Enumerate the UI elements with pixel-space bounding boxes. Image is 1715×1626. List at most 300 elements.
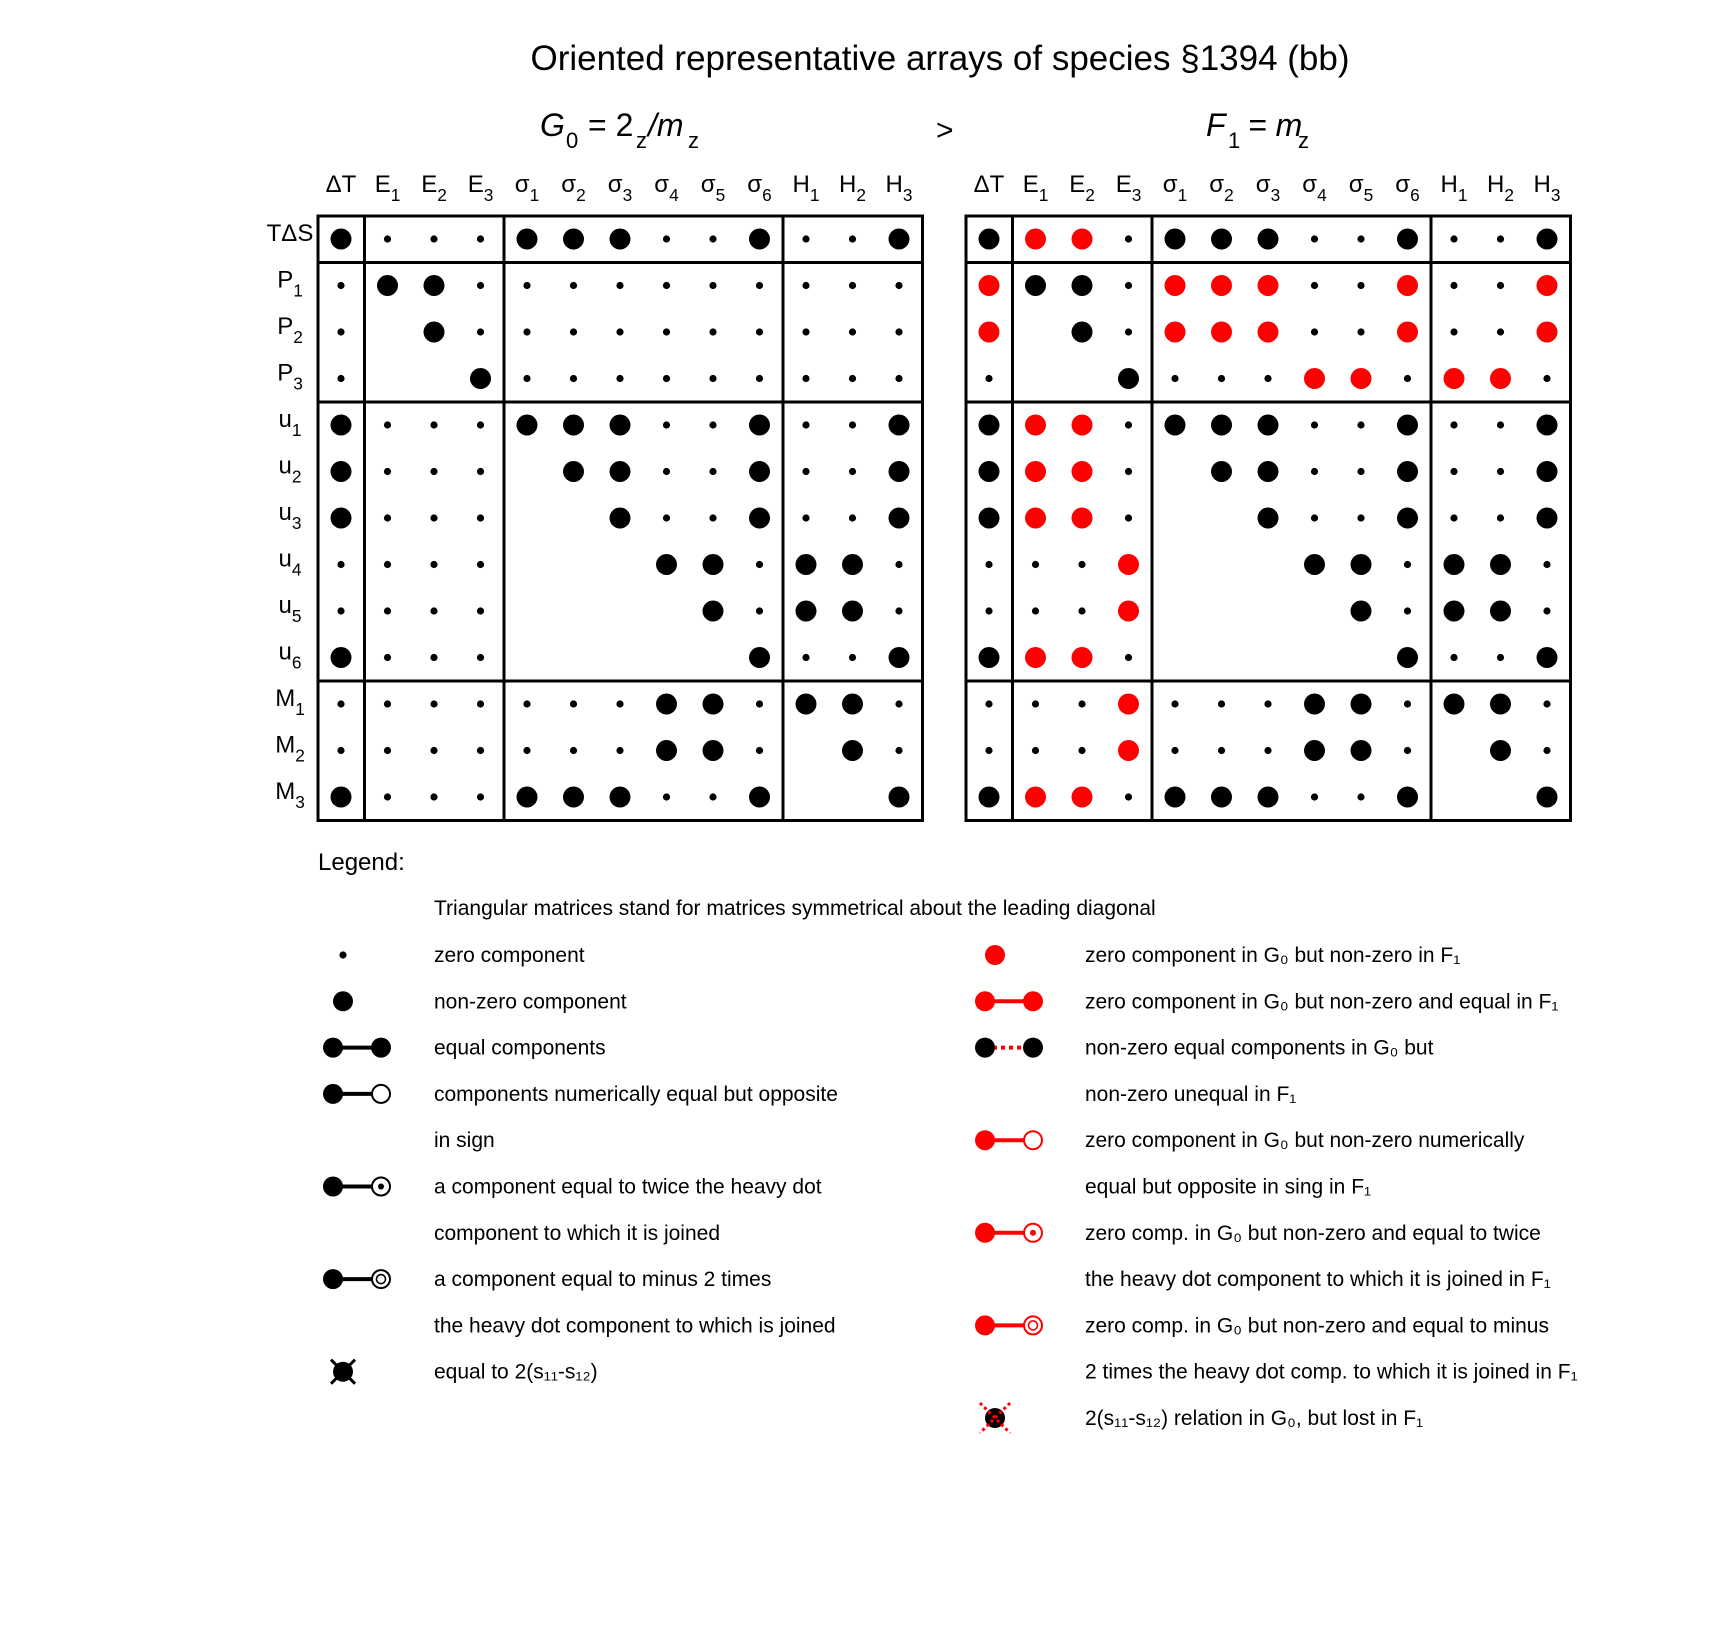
non-zero-component-dot (1537, 787, 1558, 808)
zero-component-dot (1404, 747, 1411, 754)
red-joined-equal-icon (975, 991, 1043, 1011)
non-zero-component-dot (979, 508, 1000, 529)
non-zero-component-dot (1397, 461, 1418, 482)
zero-component-dot (616, 328, 623, 335)
red-non-zero-component-dot (1537, 275, 1558, 296)
zero-component-dot (430, 468, 437, 475)
row-label-7: $u_4$ (278, 545, 302, 580)
zero-component-dot (1125, 514, 1132, 521)
zero-component-dot (849, 282, 856, 289)
non-zero-component-dot (656, 694, 677, 715)
zero-component-dot (523, 328, 530, 335)
red-non-zero-component-dot (1118, 740, 1139, 761)
non-zero-component-dot (331, 461, 352, 482)
zero-component-dot (849, 235, 856, 242)
non-zero-component-dot (517, 415, 538, 436)
non-zero-component-dot (1072, 322, 1093, 343)
zero-component-dot (616, 282, 623, 289)
zero-component-dot (1450, 235, 1457, 242)
red-non-zero-component-dot (1258, 275, 1279, 296)
zero-component-dot (1357, 328, 1364, 335)
zero-component-dot (477, 468, 484, 475)
zero-component-dot (1078, 561, 1085, 568)
red-non-zero-component-dot (1072, 508, 1093, 529)
zero-component-dot (1264, 700, 1271, 707)
red-non-zero-component-dot (1025, 508, 1046, 529)
zero-component-dot (1543, 561, 1550, 568)
dotted-joined-icon (975, 1038, 1043, 1058)
zero-component-dot (1497, 421, 1504, 428)
zero-component-dot (1450, 468, 1457, 475)
red-non-zero-component-dot (979, 322, 1000, 343)
right-group-rhs-sub: z (1298, 128, 1309, 153)
legend-left-column (323, 944, 838, 1384)
zero-component-dot (1357, 793, 1364, 800)
zero-component-dot (1404, 375, 1411, 382)
left-group-name: G (540, 107, 565, 143)
zero-component-dot (570, 375, 577, 382)
legend-item-text: the heavy dot component to which it is joined in F₁ (1085, 1268, 1551, 1292)
non-zero-component-dot (1211, 787, 1232, 808)
non-zero-component-dot (1537, 508, 1558, 529)
zero-component-dot (895, 375, 902, 382)
zero-component-dot (895, 700, 902, 707)
row-label-4: $u_1$ (278, 406, 302, 440)
zero-component-dot (523, 282, 530, 289)
right-group-header (1206, 107, 1309, 153)
zero-component-dot (1357, 421, 1364, 428)
zero-component-dot (477, 793, 484, 800)
red-non-zero-component-dot (1165, 275, 1186, 296)
zero-component-dot (477, 421, 484, 428)
non-zero-component-dot (796, 694, 817, 715)
zero-component-dot (663, 421, 670, 428)
zero-component-dot (1311, 421, 1318, 428)
non-zero-component-dot (1258, 787, 1279, 808)
zero-component-dot (985, 561, 992, 568)
right-col-header-0: ΔT (973, 171, 1005, 198)
zero-component-dot (709, 421, 716, 428)
non-zero-component-dot (377, 275, 398, 296)
zero-component-dot (756, 607, 763, 614)
non-zero-component-dot (979, 461, 1000, 482)
right-col-header-12: $H_3$ (1533, 171, 1561, 205)
legend-item-text: non-zero component (434, 990, 627, 1014)
zero-component-dot (477, 607, 484, 614)
legend-heading: Legend: (318, 849, 405, 876)
non-zero-component-dot (842, 601, 863, 622)
legend-item-text: components numerically equal but opposite (434, 1082, 838, 1106)
non-zero-component-dot (749, 508, 770, 529)
right-group-name-sub: 1 (1228, 128, 1241, 153)
zero-component-dot (985, 607, 992, 614)
zero-component-dot (1311, 793, 1318, 800)
zero-component-dot (337, 700, 344, 707)
zero-component-dot (1450, 328, 1457, 335)
zero-component-dot (1032, 607, 1039, 614)
zero-component-dot (709, 328, 716, 335)
red-non-zero-component-dot (1397, 322, 1418, 343)
non-zero-component-dot (1444, 694, 1465, 715)
zero-component-dot (384, 468, 391, 475)
row-label-1: $P_1$ (277, 266, 303, 301)
zero-component-dot (337, 561, 344, 568)
zero-component-dot (1032, 747, 1039, 754)
left-group-rhs: = 2 (588, 107, 634, 143)
zero-component-dot (1078, 607, 1085, 614)
zero-component-dot (1543, 375, 1550, 382)
zero-component-dot (1171, 747, 1178, 754)
non-zero-component-dot (1537, 461, 1558, 482)
right-group-name: F (1206, 107, 1226, 143)
left-group-header (540, 107, 699, 153)
zero-component-dot (1404, 700, 1411, 707)
left-col-header-12: $H_3$ (885, 171, 913, 205)
zero-component-dot (570, 747, 577, 754)
left-col-header-8: $\sigma_5$ (700, 171, 726, 205)
zero-component-dot (756, 561, 763, 568)
left-col-header-11: $H_2$ (839, 171, 866, 205)
non-zero-component-dot (563, 415, 584, 436)
zero-component-dot (802, 282, 809, 289)
non-zero-component-dot (610, 229, 631, 250)
non-zero-component-dot (703, 694, 724, 715)
legend-item-text: a component equal to minus 2 times (434, 1268, 772, 1292)
red-non-zero-component-dot (979, 275, 1000, 296)
non-zero-component-dot (1351, 554, 1372, 575)
non-zero-component-dot (1444, 601, 1465, 622)
legend-item-text: non-zero equal components in G₀ but (1085, 1036, 1434, 1060)
legend-item-text: equal to 2(s₁₁-s₁₂) (434, 1360, 598, 1384)
non-zero-component-dot (1072, 275, 1093, 296)
zero-component-dot (1171, 375, 1178, 382)
legend-right-column (975, 944, 1578, 1433)
legend-item-text: the heavy dot component to which is joined (434, 1314, 836, 1338)
row-label-11: $M_2$ (275, 731, 305, 766)
zero-component-dot (849, 328, 856, 335)
non-zero-component-dot (796, 554, 817, 575)
zero-component-dot (477, 747, 484, 754)
right-col-header-2: $E_2$ (1069, 171, 1095, 205)
non-zero-component-dot (331, 229, 352, 250)
non-zero-component-dot (1025, 275, 1046, 296)
non-zero-component-dot (563, 787, 584, 808)
zero-component-dot (709, 282, 716, 289)
non-zero-component-dot (331, 415, 352, 436)
row-label-0: TΔS (266, 220, 314, 247)
right-col-header-7: $\sigma_4$ (1302, 171, 1327, 205)
zero-component-dot (1125, 235, 1132, 242)
legend-note: Triangular matrices stand for matrices symmetrical about the leading diagonal (434, 897, 1156, 920)
left-col-header-5: $\sigma_2$ (561, 171, 586, 205)
zero-component-dot (663, 375, 670, 382)
left-group-name-sub: 0 (566, 128, 579, 153)
non-zero-component-dot (563, 229, 584, 250)
zero-component-dot (384, 654, 391, 661)
left-col-header-9: $\sigma_6$ (747, 171, 772, 205)
zero-component-dot (1264, 747, 1271, 754)
joined-minus-two-icon (323, 1269, 390, 1289)
row-label-12: $M_3$ (275, 778, 305, 812)
zero-component-dot (430, 654, 437, 661)
legend-item-text: in sign (434, 1129, 495, 1153)
non-zero-component-dot (979, 415, 1000, 436)
zero-component-dot (802, 514, 809, 521)
non-zero-component-dot (703, 740, 724, 761)
zero-component-dot (895, 282, 902, 289)
zero-component-dot (1171, 700, 1178, 707)
right-matrix (966, 171, 1571, 821)
zero-component-dot (1357, 468, 1364, 475)
zero-component-dot (756, 700, 763, 707)
non-zero-component-dot (1444, 554, 1465, 575)
zero-component-dot (756, 747, 763, 754)
zero-component-dot (616, 700, 623, 707)
non-zero-component-dot (749, 647, 770, 668)
non-zero-component-dot (1304, 694, 1325, 715)
zero-component-dot (1218, 375, 1225, 382)
zero-component-dot (1497, 654, 1504, 661)
zero-component-dot (384, 747, 391, 754)
red-non-zero-component-dot (1118, 554, 1139, 575)
zero-component-dot (1450, 421, 1457, 428)
legend-item-text: zero component in G₀ but non-zero and equal in F₁ (1085, 990, 1559, 1014)
non-zero-component-dot (1397, 415, 1418, 436)
red-joined-twice-icon (975, 1223, 1042, 1243)
non-zero-component-dot (610, 508, 631, 529)
left-col-header-2: $E_2$ (421, 171, 447, 205)
zero-component-dot (1450, 654, 1457, 661)
zero-component-dot (1125, 654, 1132, 661)
zero-component-dot (1404, 607, 1411, 614)
zero-component-dot (384, 607, 391, 614)
red-non-zero-component-dot (1118, 601, 1139, 622)
zero-component-dot (1125, 421, 1132, 428)
zero-component-dot (1311, 235, 1318, 242)
zero-component-dot (1311, 468, 1318, 475)
legend-item-text: zero comp. in G₀ but non-zero and equal to twice (1085, 1221, 1541, 1245)
zero-component-dot (1125, 328, 1132, 335)
crossed-dot-icon (331, 1360, 355, 1384)
legend-item-text: zero component in G₀ but non-zero in F₁ (1085, 944, 1461, 967)
zero-component-dot (756, 328, 763, 335)
non-zero-component-dot (842, 554, 863, 575)
non-zero-component-dot (749, 229, 770, 250)
zero-component-dot (430, 747, 437, 754)
non-zero-component-dot (889, 647, 910, 668)
zero-component-dot (1497, 235, 1504, 242)
zero-component-dot (1497, 282, 1504, 289)
right-col-header-5: $\sigma_2$ (1209, 171, 1234, 205)
non-zero-component-dot (703, 601, 724, 622)
legend-item-text: 2 times the heavy dot comp. to which it is joined in F₁ (1085, 1360, 1578, 1384)
red-non-zero-component-dot (1211, 275, 1232, 296)
zero-component-dot (570, 700, 577, 707)
zero-component-dot (337, 607, 344, 614)
non-zero-component-dot (1397, 647, 1418, 668)
non-zero-component-dot (1304, 740, 1325, 761)
red-non-zero-component-dot (1025, 647, 1046, 668)
zero-component-dot (477, 654, 484, 661)
zero-component-dot (849, 654, 856, 661)
red-non-zero-component-dot (1490, 368, 1511, 389)
non-zero-component-dot (1490, 740, 1511, 761)
non-zero-component-dot (610, 787, 631, 808)
non-zero-component-dot (656, 554, 677, 575)
zero-component-dot (477, 514, 484, 521)
non-zero-component-dot (1258, 415, 1279, 436)
red-non-zero-component-dot (1258, 322, 1279, 343)
zero-component-dot (663, 468, 670, 475)
non-zero-component-dot (1118, 368, 1139, 389)
non-zero-component-dot (1397, 787, 1418, 808)
left-col-header-10: $H_1$ (792, 171, 820, 205)
non-zero-component-dot (1537, 647, 1558, 668)
non-zero-component-dot (749, 461, 770, 482)
zero-component-dot (1543, 700, 1550, 707)
non-zero-component-dot (1397, 508, 1418, 529)
red-non-zero-component-dot (1072, 647, 1093, 668)
non-zero-component-dot (889, 415, 910, 436)
non-zero-component-dot (889, 508, 910, 529)
zero-component-dot (709, 514, 716, 521)
red-non-zero-component-dot (1304, 368, 1325, 389)
zero-component-dot (895, 607, 902, 614)
non-zero-component-dot (610, 415, 631, 436)
red-non-zero-component-dot (1025, 415, 1046, 436)
zero-component-dot (1543, 747, 1550, 754)
legend-item-text: non-zero unequal in F₁ (1085, 1082, 1297, 1106)
zero-component-dot (384, 793, 391, 800)
red-non-zero-component-dot (1444, 368, 1465, 389)
non-zero-component-dot (1351, 740, 1372, 761)
right-col-header-11: $H_2$ (1487, 171, 1514, 205)
zero-component-dot (430, 561, 437, 568)
non-zero-component-dot (424, 322, 445, 343)
zero-component-dot (1450, 282, 1457, 289)
red-non-zero-component-dot (1025, 461, 1046, 482)
zero-component-dot (384, 235, 391, 242)
zero-component-dot (430, 421, 437, 428)
red-non-zero-component-dot (1165, 322, 1186, 343)
non-zero-component-dot (1304, 554, 1325, 575)
non-zero-component-dot (889, 461, 910, 482)
non-zero-component-dot (424, 275, 445, 296)
non-zero-component-dot (1211, 415, 1232, 436)
zero-component-dot (570, 328, 577, 335)
non-zero-component-dot (1351, 601, 1372, 622)
zero-component-dot (849, 514, 856, 521)
non-zero-component-dot (1490, 601, 1511, 622)
right-col-header-10: $H_1$ (1440, 171, 1468, 205)
zero-component-dot (849, 375, 856, 382)
zero-component-dot (1497, 514, 1504, 521)
zero-component-dot (1497, 328, 1504, 335)
red-non-zero-component-dot (1118, 694, 1139, 715)
zero-component-dot (756, 375, 763, 382)
zero-component-dot (523, 375, 530, 382)
zero-component-dot (477, 235, 484, 242)
non-zero-component-dot (749, 787, 770, 808)
zero-component-dot (709, 793, 716, 800)
non-zero-component-dot (1537, 229, 1558, 250)
left-col-header-1: $E_1$ (374, 171, 401, 205)
diagram-title: Oriented representative arrays of species §1394 (bb) (530, 39, 1350, 78)
zero-component-dot (430, 235, 437, 242)
legend-item-text: zero component (434, 944, 585, 967)
zero-component-dot (1125, 793, 1132, 800)
right-col-header-1: $E_1$ (1022, 171, 1049, 205)
legend-item-text: equal components (434, 1036, 606, 1060)
zero-component-dot (337, 747, 344, 754)
non-zero-component-dot (331, 787, 352, 808)
zero-component-dot (1218, 700, 1225, 707)
zero-component-dot (1032, 700, 1039, 707)
zero-component-dot (430, 793, 437, 800)
non-zero-component-dot (1490, 554, 1511, 575)
non-zero-component-dot (470, 368, 491, 389)
zero-component-dot (1311, 282, 1318, 289)
zero-component-dot (1218, 747, 1225, 754)
zero-component-dot (1497, 468, 1504, 475)
zero-component-dot (709, 235, 716, 242)
right-col-header-4: $\sigma_1$ (1162, 171, 1188, 205)
zero-component-dot (337, 375, 344, 382)
zero-component-dot (337, 282, 344, 289)
row-label-8: $u_5$ (278, 592, 302, 626)
red-non-zero-component-dot (1397, 275, 1418, 296)
zero-component-dot (985, 700, 992, 707)
zero-component-dot (1543, 607, 1550, 614)
zero-component-dot (430, 514, 437, 521)
joined-opposite-icon (323, 1084, 390, 1104)
zero-component-dot (756, 282, 763, 289)
zero-component-dot (985, 375, 992, 382)
zero-component-dot (802, 328, 809, 335)
zero-component-dot (1357, 282, 1364, 289)
zero-component-dot (1311, 514, 1318, 521)
red-joined-minus-two-icon (975, 1315, 1042, 1335)
right-col-header-3: $E_3$ (1115, 171, 1142, 205)
row-label-10: $M_1$ (275, 685, 305, 719)
left-col-header-4: $\sigma_1$ (514, 171, 540, 205)
non-zero-component-dot (1490, 694, 1511, 715)
zero-component-dot (477, 700, 484, 707)
non-zero-component-dot (1211, 229, 1232, 250)
zero-component-dot (1357, 514, 1364, 521)
zero-component-dot (337, 328, 344, 335)
zero-component-dot (616, 747, 623, 754)
right-col-header-8: $\sigma_5$ (1348, 171, 1374, 205)
left-col-header-7: $\sigma_4$ (654, 171, 679, 205)
non-zero-component-dot (1211, 461, 1232, 482)
red-crossed-dot-icon (980, 1403, 1010, 1433)
zero-component-dot (802, 421, 809, 428)
zero-component-dot (1264, 375, 1271, 382)
zero-component-dot (895, 561, 902, 568)
zero-component-dot (802, 468, 809, 475)
non-zero-component-dot (656, 740, 677, 761)
zero-component-dot (895, 747, 902, 754)
legend-item-text: equal but opposite in sing in F₁ (1085, 1175, 1372, 1199)
zero-component-dot (849, 468, 856, 475)
zero-component-dot (663, 328, 670, 335)
red-joined-opposite-icon (975, 1130, 1042, 1150)
joined-twice-icon (323, 1177, 390, 1197)
zero-component-dot (1078, 747, 1085, 754)
row-label-9: $u_6$ (278, 638, 302, 673)
zero-component-dot (663, 235, 670, 242)
